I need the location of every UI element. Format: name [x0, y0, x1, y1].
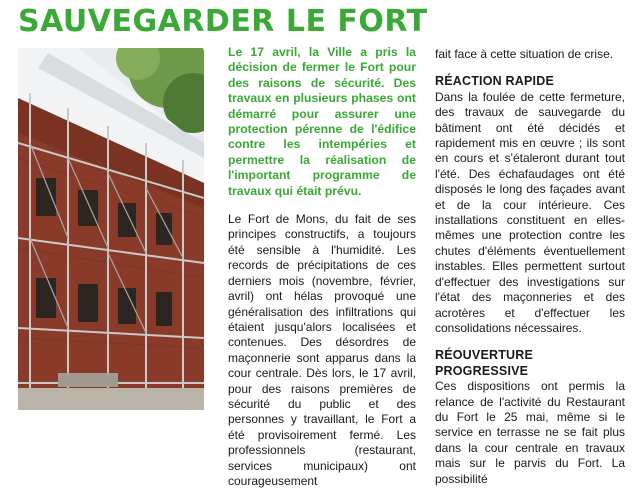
section-heading-reouverture: RÉOUVERTURE PROGRESSIVE [435, 348, 534, 378]
building-scaffolding-photo [18, 48, 204, 410]
article-lead: Le 17 avril, la Ville a pris la décision de fermer le Fort pour des raisons de sécurité. Des travaux en plusieurs phases ont démarré pour assurer une protection pérenne de l'édifice contre les intempéries et permettre la réalisation de l'important programme de travaux qui était prévu. [228, 45, 416, 198]
article-column-1 [228, 45, 416, 489]
section-body-reaction: Dans la foulée de cette fermeture, des travaux de sauvegarde du bâtiment ont été décidés et rapidement mis en œuvre ; ils sont en cours et s'étaleront durant tout l'été. Des échafaudages ont été disposés le long des façades avant et de la cour intérieure. Ces installations constituent en elles-mêmes une protection contre les chutes d'éléments éventuellement instables. Elles permettent surtout d'effectuer des investigations sur l'état des maçonneries et des acrotères et d'effectuer les consolidations nécessaires. [435, 89, 625, 335]
article-column-2 [435, 47, 625, 487]
article-body-1: Le Fort de Mons, du fait de ses principes constructifs, a toujours été sensible à l'humidité. Les records de précipitations de ces derniers mois (novembre, février, avril) ont hélas provoqué une généralisation des infiltrations qui étaient jusqu'alors localisées et contenues. Des désordres de maçonnerie sont apparus dans la cour centrale. Dès lors, le 17 avril, pour des raisons premières de sécurité du public et des personnes y travaillant, le Fort a été provisoirement fermé. Les professionnels (restaurant, services municipaux) ont courageusement [228, 212, 416, 488]
section-heading-reaction: RÉACTION RAPIDE [435, 74, 554, 89]
section-body-reouverture: Ces dispositions ont permis la relance de l'activité du Restaurant du Fort le 25 mai, même si le service en terrasse ne se fait plus dans la cour centrale en travaux mais sur le parvis du Fort. La possibilité [435, 379, 625, 486]
article-body-continuation: fait face à cette situation de crise. [435, 47, 614, 61]
article-title: SAUVEGARDER LE FORT [18, 4, 428, 39]
